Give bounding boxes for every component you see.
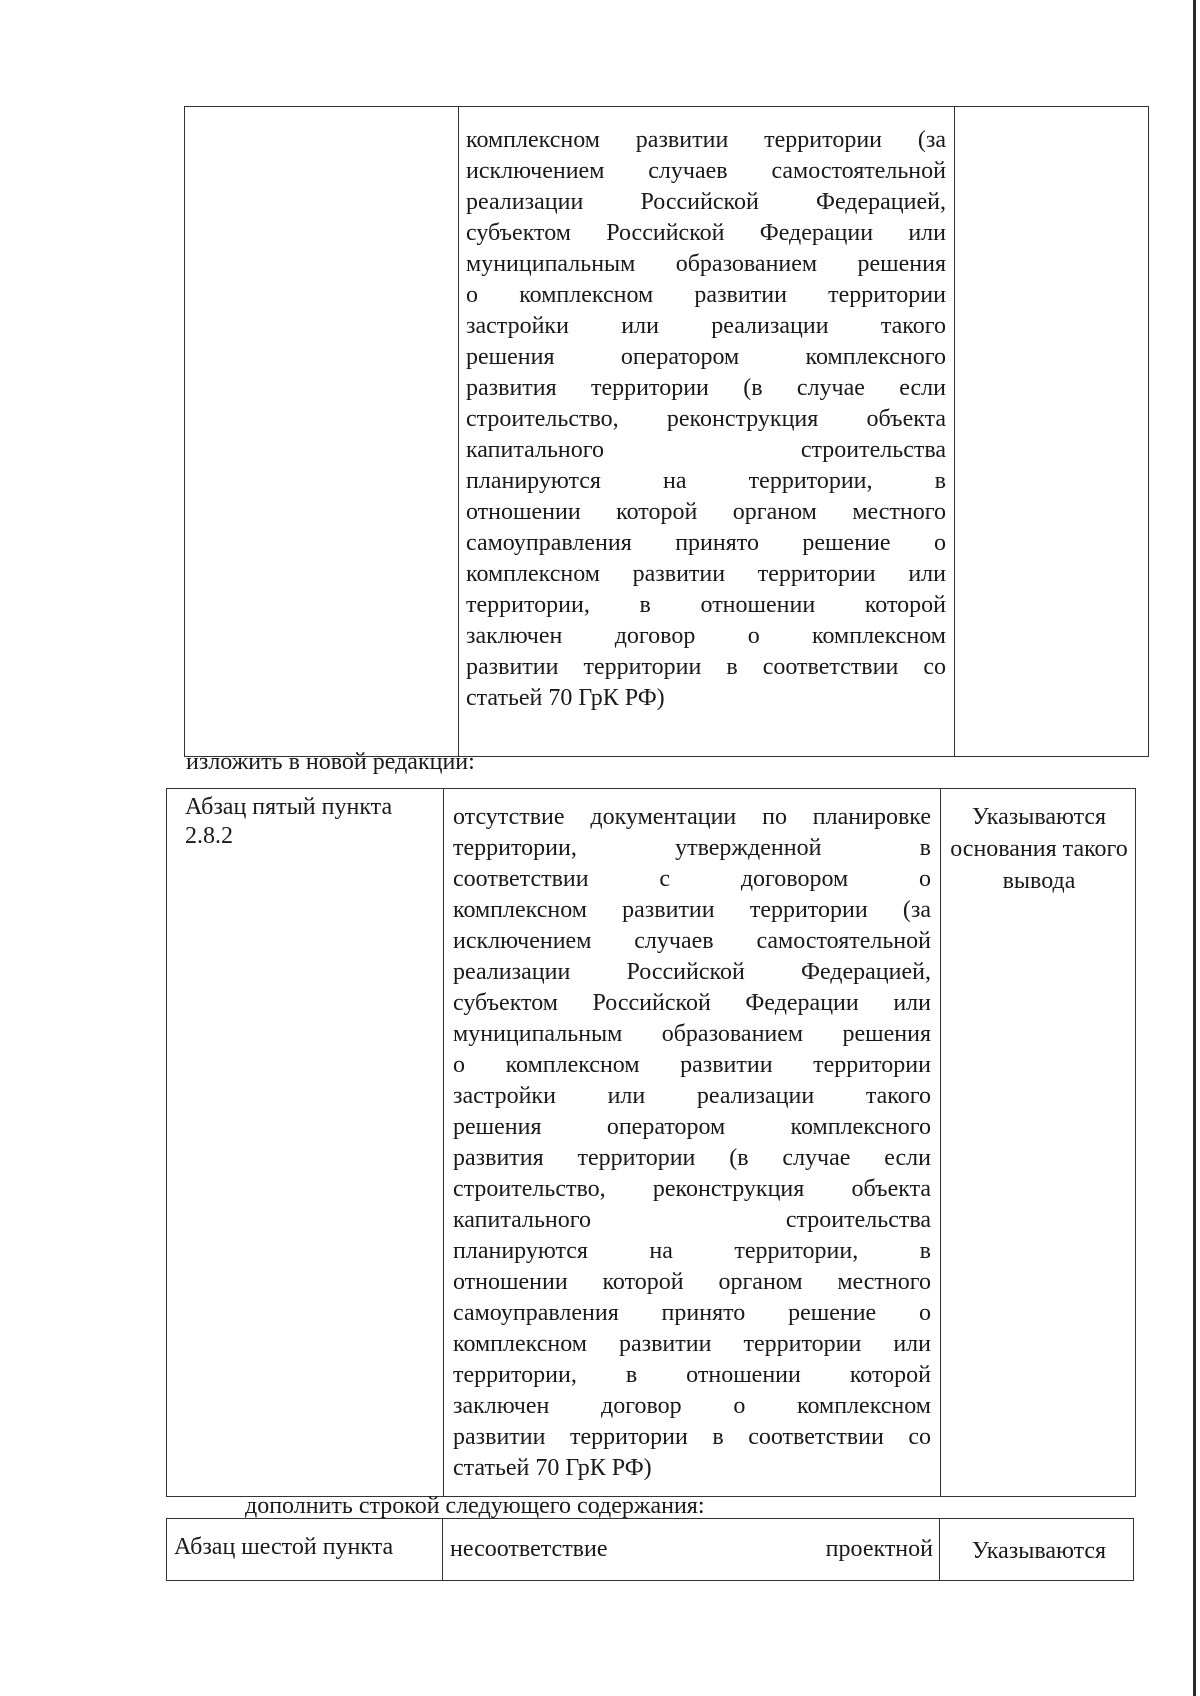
table-added-row <box>166 1518 1134 1581</box>
text-line: статьей 70 ГрК РФ) <box>453 1455 652 1481</box>
text-line: развитии территории в соответствии со <box>466 654 946 680</box>
text-line: статьей 70 ГрК РФ) <box>466 685 665 711</box>
text-line: решения оператором комплексного <box>453 1114 931 1140</box>
text-line: муниципальным образованием решения <box>453 1021 931 1047</box>
page-edge <box>1193 0 1196 1696</box>
table-cell-note: Указываются <box>971 1538 1107 1564</box>
column-divider <box>954 107 955 756</box>
text-line: заключен договор о комплексном <box>466 623 946 649</box>
text-line: реализации Российской Федерацией, <box>466 189 946 215</box>
text-line: комплексном развитии территории или <box>453 1331 931 1357</box>
text-line: исключением случаев самостоятельной <box>466 158 946 184</box>
text-line: строительство, реконструкция объекта <box>453 1176 931 1202</box>
text-line: комплексном развитии территории (за <box>466 127 946 153</box>
table-cell-description <box>466 125 946 714</box>
text-line: решения оператором комплексного <box>466 344 946 370</box>
text-line: строительство, реконструкция объекта <box>466 406 946 432</box>
text-line: развития территории (в случае если <box>466 375 946 401</box>
text-line: территории, в отношении которой <box>466 592 946 618</box>
table-continuation <box>184 106 1149 757</box>
text-line: самоуправления принято решение о <box>466 530 946 556</box>
table-cell-description: несоответствие проектной <box>450 1536 933 1562</box>
instruction-text: изложить в новой редакции: <box>186 749 475 775</box>
text-line: капитального строительства <box>466 437 946 463</box>
table-cell-note: Указываются основания такого вывода <box>950 804 1128 894</box>
table-cell-description <box>453 802 931 1484</box>
text-line: развития территории (в случае если <box>453 1145 931 1171</box>
column-divider <box>940 789 941 1496</box>
text-line: заключен договор о комплексном <box>453 1393 931 1419</box>
column-divider <box>939 1519 940 1580</box>
text-line: муниципальным образованием решения <box>466 251 946 277</box>
table-new-edition <box>166 788 1136 1497</box>
column-divider <box>443 789 444 1496</box>
text-line: территории, в отношении которой <box>453 1362 931 1388</box>
table-cell-paragraph-ref: Абзац шестой пункта <box>174 1534 394 1560</box>
text-line: комплексном развитии территории или <box>466 561 946 587</box>
text-line: о комплексном развитии территории <box>453 1052 931 1078</box>
text-line: субъектом Российской Федерации или <box>466 220 946 246</box>
text-line: самоуправления принято решение о <box>453 1300 931 1326</box>
text-line: территории, утвержденной в <box>453 835 931 861</box>
text-line: планируются на территории, в <box>466 468 946 494</box>
text-line: реализации Российской Федерацией, <box>453 959 931 985</box>
text-line: соответствии с договором о <box>453 866 931 892</box>
instruction-text: дополнить строкой следующего содержания: <box>245 1493 705 1519</box>
text-line: комплексном развитии территории (за <box>453 897 931 923</box>
text-line: развитии территории в соответствии со <box>453 1424 931 1450</box>
column-divider <box>458 107 459 756</box>
text-line: застройки или реализации такого <box>466 313 946 339</box>
text-line: отношении которой органом местного <box>453 1269 931 1295</box>
text-line: планируются на территории, в <box>453 1238 931 1264</box>
text-line: застройки или реализации такого <box>453 1083 931 1109</box>
table-cell-paragraph-ref: Абзац пятый пункта 2.8.2 <box>185 794 393 849</box>
text-line: капитального строительства <box>453 1207 931 1233</box>
text-line: отношении которой органом местного <box>466 499 946 525</box>
column-divider <box>442 1519 443 1580</box>
text-line: субъектом Российской Федерации или <box>453 990 931 1016</box>
text-line: отсутствие документации по планировке <box>453 804 931 830</box>
text-line: исключением случаев самостоятельной <box>453 928 931 954</box>
text-line: о комплексном развитии территории <box>466 282 946 308</box>
